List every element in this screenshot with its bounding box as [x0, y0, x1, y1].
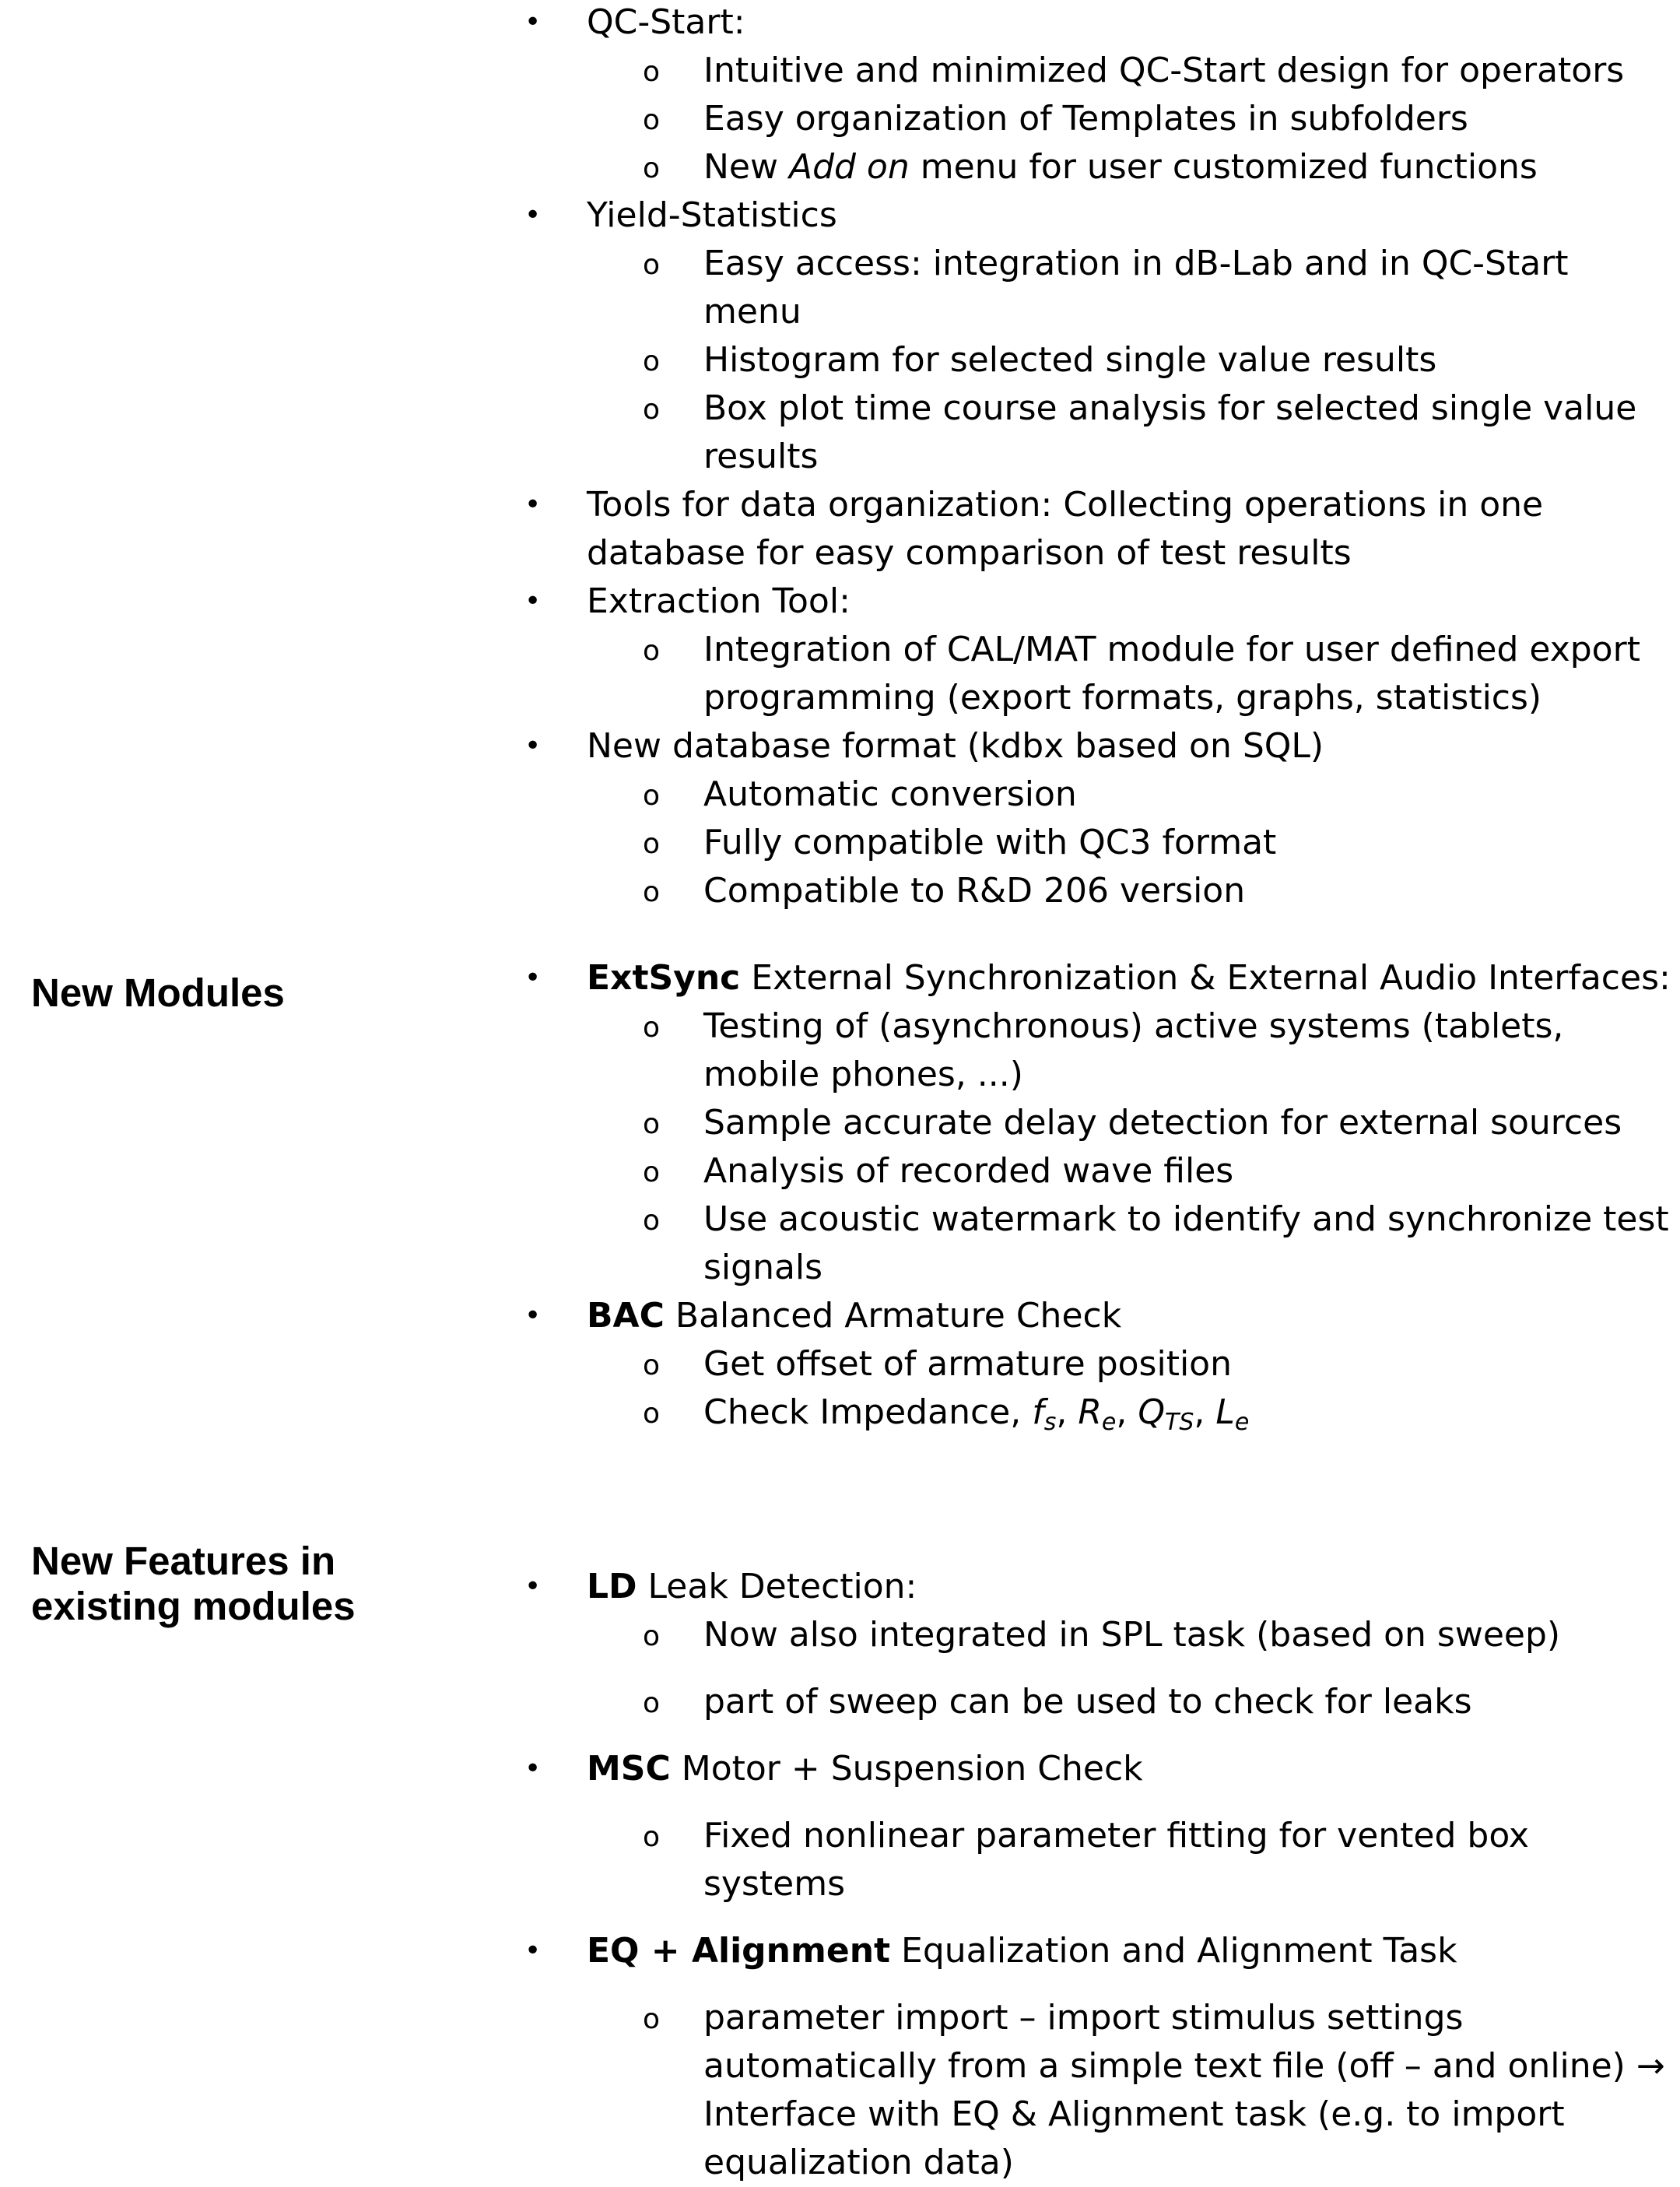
- new-features-heading: New Features in existing modules: [31, 1539, 356, 1628]
- circle-bullet-icon: o: [643, 2003, 661, 2035]
- sub-item: [521, 1002, 1673, 1099]
- circle-bullet-icon: o: [643, 876, 661, 908]
- bullet-icon: •: [524, 199, 542, 231]
- item-text: QC-Start:: [587, 2, 745, 42]
- sub-item-text: Testing of (asynchronous) active systems (tablets, mobile phones, ...): [703, 1006, 1564, 1094]
- circle-bullet-icon: o: [643, 153, 661, 184]
- sub-item-text: Compatible to R&D 206 version: [703, 871, 1246, 911]
- sub-item: [521, 1147, 1673, 1195]
- sub-item-text: Easy organization of Templates in subfolders: [703, 99, 1468, 139]
- addon-em: Add on: [788, 147, 910, 187]
- circle-bullet-icon: o: [643, 1620, 661, 1652]
- bullet-item: [521, 0, 1673, 47]
- item-text: Equalization and Alignment Task: [890, 1931, 1457, 1971]
- item-text: Motor + Suspension Check: [670, 1749, 1143, 1789]
- sub-item-text: Fully compatible with QC3 format: [703, 823, 1277, 862]
- addon-post: menu for user customized functions: [909, 147, 1538, 187]
- bullet-item: [521, 722, 1673, 771]
- sub-item: [521, 626, 1673, 722]
- sub-item-text: Analysis of recorded wave files: [703, 1151, 1234, 1191]
- bullet-item: [521, 577, 1673, 626]
- sub-item: [521, 819, 1673, 867]
- sub-item: [521, 1994, 1673, 2187]
- item-text: Balanced Armature Check: [664, 1296, 1122, 1336]
- sub-item: [521, 240, 1673, 336]
- sub-item: [521, 1099, 1673, 1147]
- circle-bullet-icon: o: [643, 828, 661, 860]
- item-text: Extraction Tool:: [587, 581, 851, 621]
- bullet-item: [521, 481, 1673, 577]
- item-text: Tools for data organization: Collecting operations in one database for easy comparison of test results: [587, 485, 1544, 573]
- bullet-icon: •: [524, 6, 542, 38]
- circle-bullet-icon: o: [643, 56, 661, 88]
- sub-item-text: Histogram for selected single value results: [703, 340, 1437, 380]
- bullet-item: [521, 1563, 1673, 1611]
- re-symbol: $R_e$: [1078, 1392, 1117, 1436]
- sub-item-text: Intuitive and minimized QC-Start design for operators: [703, 51, 1625, 90]
- fs-symbol: $f_s$: [1032, 1392, 1057, 1436]
- item-text: Leak Detection:: [637, 1567, 917, 1606]
- circle-bullet-icon: o: [643, 1108, 661, 1140]
- sub-item: [521, 1195, 1673, 1292]
- bullet-item: [521, 1745, 1673, 1793]
- item-bold: ExtSync: [587, 958, 741, 998]
- sub-item: [521, 771, 1673, 819]
- circle-bullet-icon: o: [643, 1687, 661, 1719]
- sub-item-text: Check Impedance,: [703, 1392, 1033, 1432]
- sub-item: [521, 47, 1673, 95]
- sub-item: [521, 1812, 1673, 1908]
- item-bold: EQ + Alignment: [587, 1931, 891, 1971]
- circle-bullet-icon: o: [643, 346, 661, 377]
- circle-bullet-icon: o: [643, 635, 661, 667]
- sub-item-text: Sample accurate delay detection for external sources: [703, 1103, 1622, 1143]
- bullet-item: [521, 954, 1673, 1002]
- sub-item: [521, 95, 1673, 143]
- sub-item-text: Now also integrated in SPL task (based on sweep): [703, 1615, 1561, 1655]
- item-bold: LD: [587, 1567, 637, 1606]
- circle-bullet-icon: o: [643, 1205, 661, 1237]
- sub-item: [521, 336, 1673, 384]
- item-text: Yield-Statistics: [587, 195, 837, 235]
- sub-item-text: parameter import – import stimulus settings automatically from a simple text file (off – and online) → Interface with EQ & Alignment task (e.g. to import equalization data): [703, 1998, 1665, 2182]
- sub-item: [521, 1611, 1673, 1659]
- item-text: New database format (kdbx based on SQL): [587, 726, 1324, 766]
- sub-item: [521, 867, 1673, 915]
- sub-item: [521, 143, 1673, 191]
- item-bold: BAC: [587, 1296, 665, 1336]
- sub-item-text: Get offset of armature position: [703, 1344, 1232, 1384]
- sub-item-text: Easy access: integration in dB-Lab and in QC-Start menu: [703, 244, 1569, 332]
- qts-symbol: $Q_{TS}$: [1138, 1392, 1194, 1436]
- bullet-icon: •: [524, 962, 542, 994]
- bullet-item: [521, 1927, 1673, 1975]
- bullet-icon: •: [524, 1300, 542, 1332]
- le-symbol: $L_e$: [1215, 1392, 1250, 1436]
- sub-item: [521, 1340, 1673, 1388]
- sub-item-text: Fixed nonlinear parameter fitting for vented box systems: [703, 1816, 1529, 1904]
- bullet-item: [521, 1292, 1673, 1340]
- circle-bullet-icon: o: [643, 104, 661, 136]
- top-section: [521, 0, 1673, 915]
- sub-item-text: Automatic conversion: [703, 774, 1077, 814]
- bullet-icon: •: [524, 489, 542, 521]
- sub-item: [521, 1678, 1673, 1726]
- bullet-item: [521, 191, 1673, 240]
- circle-bullet-icon: o: [643, 1157, 661, 1188]
- circle-bullet-icon: o: [643, 1398, 661, 1430]
- circle-bullet-icon: o: [643, 394, 661, 426]
- sub-item-text: Box plot time course analysis for selected single value results: [703, 388, 1637, 476]
- sub-item: o Check Impedance, $f_s$, $R_e$, $Q_{TS}$, $L_e$: [521, 1388, 1673, 1437]
- sub-item: [521, 384, 1673, 481]
- circle-bullet-icon: o: [643, 1012, 661, 1044]
- bullet-icon: •: [524, 730, 542, 762]
- addon-pre: New: [703, 147, 789, 187]
- bullet-icon: •: [524, 1935, 542, 1967]
- item-bold: MSC: [587, 1749, 671, 1789]
- bullet-icon: •: [524, 1753, 542, 1785]
- sub-item-text: Integration of CAL/MAT module for user defined export programming (export formats, graphs, statistics): [703, 630, 1640, 718]
- item-text: External Synchronization & External Audio Interfaces:: [740, 958, 1671, 998]
- modules-section: [521, 954, 1673, 1437]
- bullet-icon: •: [524, 585, 542, 617]
- features-section: [521, 1563, 1673, 2187]
- sub-item-text: Use acoustic watermark to identify and synchronize test signals: [703, 1199, 1669, 1287]
- circle-bullet-icon: o: [643, 1821, 661, 1853]
- sub-item-text: part of sweep can be used to check for leaks: [703, 1682, 1472, 1722]
- circle-bullet-icon: o: [643, 1350, 661, 1381]
- circle-bullet-icon: o: [643, 249, 661, 281]
- new-modules-heading: New Modules: [31, 971, 285, 1015]
- circle-bullet-icon: o: [643, 780, 661, 812]
- bullet-icon: •: [524, 1571, 542, 1603]
